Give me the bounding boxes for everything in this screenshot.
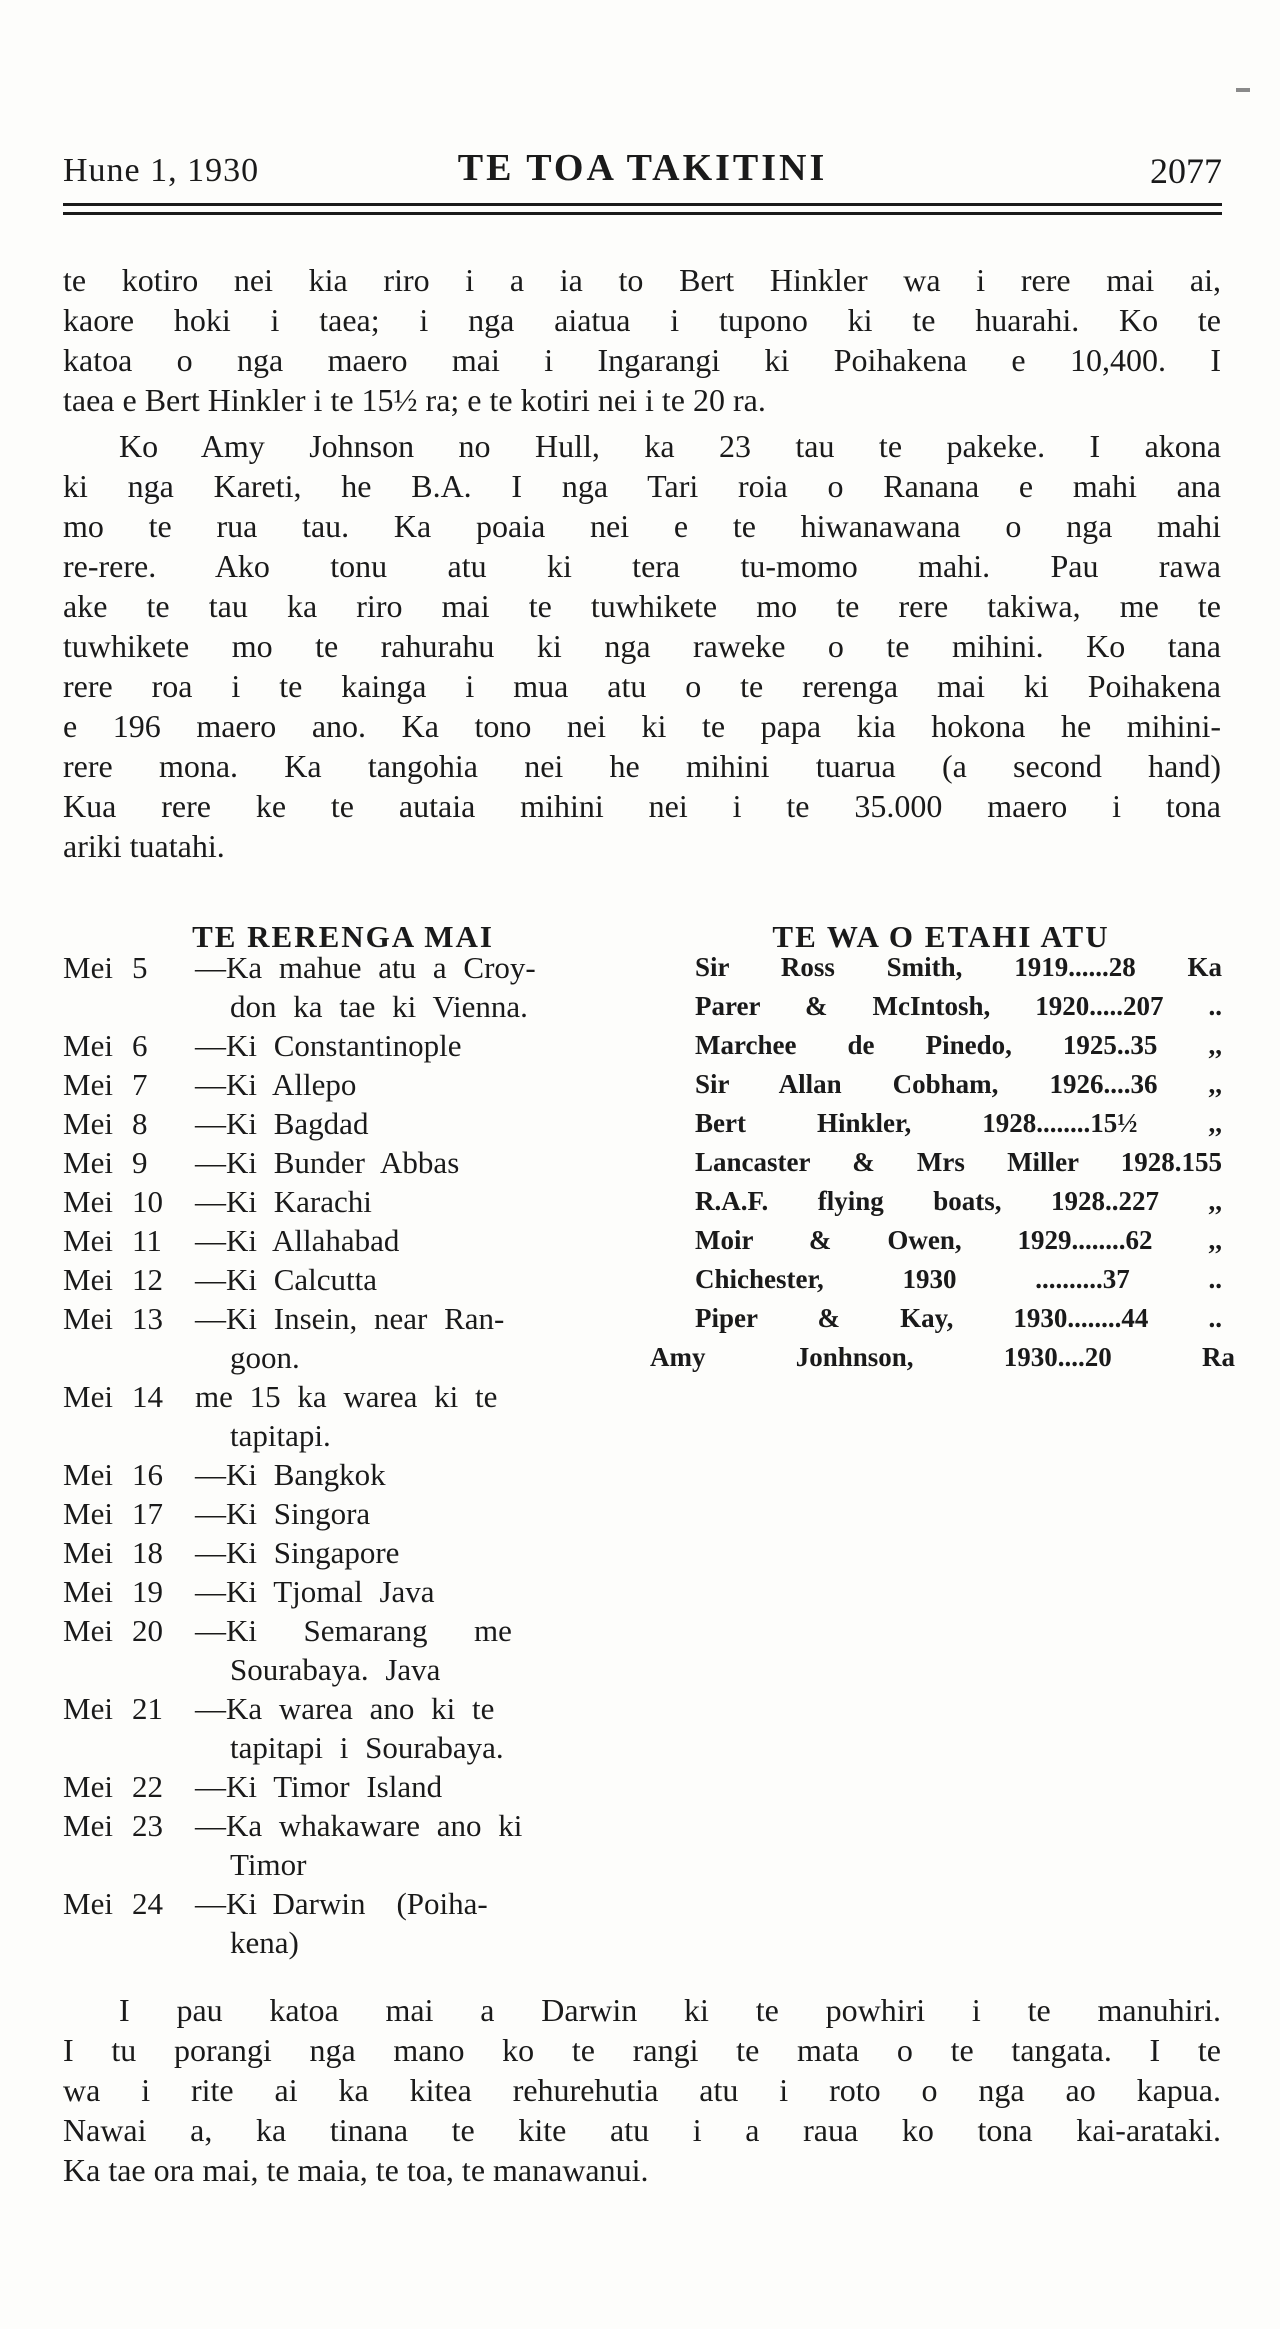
- records-column: [650, 948, 1235, 1377]
- text-line: wa i rite ai ka kitea rehurehutia atu i roto o nga ao kapua.: [63, 2072, 1221, 2108]
- month-label: Mei: [63, 1457, 113, 1492]
- schedule-line: [63, 1182, 625, 1221]
- day-number: 17: [132, 1496, 163, 1531]
- stop-text: —Ki Semarang me: [195, 1613, 512, 1648]
- stop-text: —Ki Bagdad: [195, 1106, 369, 1141]
- text-line: rere mona. Ka tangohia nei he mihini tuarua (a second hand): [63, 748, 1221, 784]
- schedule-line: [63, 1650, 625, 1689]
- record-row: R.A.F. flying boats, 1928..227 ,,: [695, 1186, 1222, 1216]
- schedule-line: [63, 1572, 625, 1611]
- stop-text: —Ki Karachi: [195, 1184, 372, 1219]
- month-label: Mei: [63, 1808, 113, 1843]
- schedule-line: [63, 1611, 625, 1650]
- stop-text: goon.: [230, 1340, 300, 1375]
- day-number: 13: [132, 1301, 163, 1336]
- records-heading: TE WA O ETAHI ATU: [772, 918, 1110, 954]
- schedule-line: [63, 1767, 625, 1806]
- schedule-line: [63, 1026, 625, 1065]
- stop-text: —Ki Tjomal Java: [195, 1574, 435, 1609]
- month-label: Mei: [63, 1379, 113, 1414]
- stop-text: don ka tae ki Vienna.: [230, 989, 528, 1024]
- stop-text: —Ki Insein, near Ran-: [195, 1301, 505, 1336]
- day-number: 20: [132, 1613, 163, 1648]
- masthead-double-rule: [63, 203, 1222, 215]
- month-label: Mei: [63, 1145, 113, 1180]
- day-number: 5: [132, 950, 148, 985]
- arrival-paragraph: [63, 1990, 1221, 2190]
- record-row: Bert Hinkler, 1928........15½ ,,: [695, 1108, 1222, 1138]
- text-line: ake te tau ka riro mai te tuwhikete mo te rere takiwa, me te: [63, 588, 1221, 624]
- stop-text: Timor: [230, 1847, 307, 1882]
- day-number: 9: [132, 1145, 148, 1180]
- day-number: 23: [132, 1808, 163, 1843]
- schedule-line: [63, 1923, 625, 1962]
- text-line: mo te rua tau. Ka poaia nei e te hiwanawana o nga mahi: [63, 508, 1221, 544]
- month-label: Mei: [63, 1535, 113, 1570]
- stop-text: —Ki Allepo: [195, 1067, 357, 1102]
- month-label: Mei: [63, 1106, 113, 1141]
- stop-text: —Ki Calcutta: [195, 1262, 378, 1297]
- day-number: 8: [132, 1106, 148, 1141]
- stop-text: —Ki Allahabad: [195, 1223, 400, 1258]
- record-row: Sir Allan Cobham, 1926....36 ,,: [695, 1069, 1222, 1099]
- month-label: Mei: [63, 1301, 113, 1336]
- text-line: Ka tae ora mai, te maia, te toa, te manawanui.: [63, 2152, 649, 2188]
- schedule-line: [63, 1143, 625, 1182]
- text-line: ariki tuatahi.: [63, 828, 225, 864]
- day-number: 22: [132, 1769, 163, 1804]
- text-line: Kua rere ke te autaia mihini nei i te 35.000 maero i tona: [63, 788, 1221, 824]
- record-row: Piper & Kay, 1930........44 ..: [695, 1303, 1222, 1333]
- month-label: Mei: [63, 1184, 113, 1219]
- schedule-line: [63, 1689, 625, 1728]
- page-header: [63, 146, 1222, 194]
- text-line: re-rere. Ako tonu atu ki tera tu-momo mahi. Pau rawa: [63, 548, 1221, 584]
- day-number: 24: [132, 1886, 163, 1921]
- schedule-line: [63, 1299, 625, 1338]
- month-label: Mei: [63, 1028, 113, 1063]
- day-number: 21: [132, 1691, 163, 1726]
- record-row: Lancaster & Mrs Miller 1928.155: [695, 1147, 1222, 1177]
- month-label: Mei: [63, 950, 113, 985]
- stop-text: —Ka mahue atu a Croy-: [195, 950, 536, 985]
- intro-paragraph: [63, 260, 1221, 420]
- month-label: Mei: [63, 1067, 113, 1102]
- record-row: Moir & Owen, 1929........62 ,,: [695, 1225, 1222, 1255]
- month-label: Mei: [63, 1223, 113, 1258]
- schedule-line: [63, 1260, 625, 1299]
- flight-log-heading: TE RERENGA MAI: [192, 918, 494, 954]
- text-line: Nawai a, ka tinana te kite atu i a raua ko tona kai-arataki.: [63, 2112, 1221, 2148]
- month-label: Mei: [63, 1262, 113, 1297]
- page-number: 2077: [1150, 151, 1222, 191]
- day-number: 7: [132, 1067, 148, 1102]
- stop-text: —Ki Singora: [195, 1496, 371, 1531]
- day-number: 12: [132, 1262, 163, 1297]
- stop-text: —Ki Timor Island: [195, 1769, 443, 1804]
- month-label: Mei: [63, 1769, 113, 1804]
- stop-text: tapitapi i Sourabaya.: [230, 1730, 504, 1765]
- stop-text: Sourabaya. Java: [230, 1652, 441, 1687]
- record-row: Amy Jonhnson, 1930....20 Ra: [650, 1342, 1235, 1372]
- flight-log-column: [63, 948, 625, 1962]
- text-line: kaore hoki i taea; i nga aiatua i tupono ki te huarahi. Ko te: [63, 302, 1221, 338]
- stop-text: —Ki Darwin (Poiha-: [195, 1886, 488, 1921]
- scan-artifact-mark: [1236, 88, 1250, 92]
- month-label: Mei: [63, 1574, 113, 1609]
- schedule-line: [63, 1494, 625, 1533]
- record-row: Chichester, 1930 ..........37 ..: [695, 1264, 1222, 1294]
- stop-text: tapitapi.: [230, 1418, 331, 1453]
- schedule-line: [63, 1338, 625, 1377]
- day-number: 10: [132, 1184, 163, 1219]
- schedule-line: [63, 987, 625, 1026]
- newspaper-title: TE TOA TAKITINI: [457, 147, 828, 189]
- text-line: Ko Amy Johnson no Hull, ka 23 tau te pakeke. I akona: [119, 428, 1221, 464]
- text-line: ki nga Kareti, he B.A. I nga Tari roia o Ranana e mahi ana: [63, 468, 1221, 504]
- schedule-line: [63, 948, 625, 987]
- record-row: Sir Ross Smith, 1919......28 Ka: [695, 952, 1222, 982]
- schedule-line: [63, 1455, 625, 1494]
- stop-text: —Ki Bunder Abbas: [195, 1145, 460, 1180]
- stop-text: —Ki Bangkok: [195, 1457, 386, 1492]
- day-number: 19: [132, 1574, 163, 1609]
- day-number: 11: [132, 1223, 162, 1258]
- stop-text: —Ki Singapore: [195, 1535, 400, 1570]
- schedule-line: [63, 1221, 625, 1260]
- text-line: I tu porangi nga mano ko te rangi te mata o te tangata. I te: [63, 2032, 1221, 2068]
- day-number: 18: [132, 1535, 163, 1570]
- record-row: Marchee de Pinedo, 1925..35 ,,: [695, 1030, 1222, 1060]
- day-number: 14: [132, 1379, 163, 1414]
- schedule-line: [63, 1845, 625, 1884]
- stop-text: me 15 ka warea ki te: [195, 1379, 498, 1414]
- text-line: rere roa i te kainga i mua atu o te rerenga mai ki Poihakena: [63, 668, 1221, 704]
- text-line: te kotiro nei kia riro i a ia to Bert Hinkler wa i rere mai ai,: [63, 262, 1221, 298]
- issue-date: Hune 1, 1930: [63, 152, 260, 189]
- record-row: Parer & McIntosh, 1920.....207 ..: [695, 991, 1222, 1021]
- text-line: tuwhikete mo te rahurahu ki nga raweke o te mihini. Ko tana: [63, 628, 1221, 664]
- day-number: 6: [132, 1028, 148, 1063]
- text-line: taea e Bert Hinkler i te 15½ ra; e te kotiri nei i te 20 ra.: [63, 382, 766, 418]
- month-label: Mei: [63, 1691, 113, 1726]
- schedule-line: [63, 1065, 625, 1104]
- stop-text: —Ka warea ano ki te: [195, 1691, 495, 1726]
- schedule-line: [63, 1728, 625, 1767]
- month-label: Mei: [63, 1613, 113, 1648]
- text-line: e 196 maero ano. Ka tono nei ki te papa kia hokona he mihini-: [63, 708, 1221, 744]
- biography-paragraph: [63, 426, 1221, 866]
- month-label: Mei: [63, 1886, 113, 1921]
- stop-text: —Ka whakaware ano ki: [195, 1808, 523, 1843]
- schedule-line: [63, 1377, 625, 1416]
- stop-text: kena): [230, 1925, 299, 1960]
- schedule-line: [63, 1533, 625, 1572]
- schedule-line: [63, 1806, 625, 1845]
- text-line: I pau katoa mai a Darwin ki te powhiri i te manuhiri.: [119, 1992, 1221, 2028]
- day-number: 16: [132, 1457, 163, 1492]
- month-label: Mei: [63, 1496, 113, 1531]
- schedule-line: [63, 1104, 625, 1143]
- text-line: katoa o nga maero mai i Ingarangi ki Poihakena e 10,400. I: [63, 342, 1221, 378]
- schedule-line: [63, 1884, 625, 1923]
- stop-text: —Ki Constantinople: [195, 1028, 462, 1063]
- schedule-line: [63, 1416, 625, 1455]
